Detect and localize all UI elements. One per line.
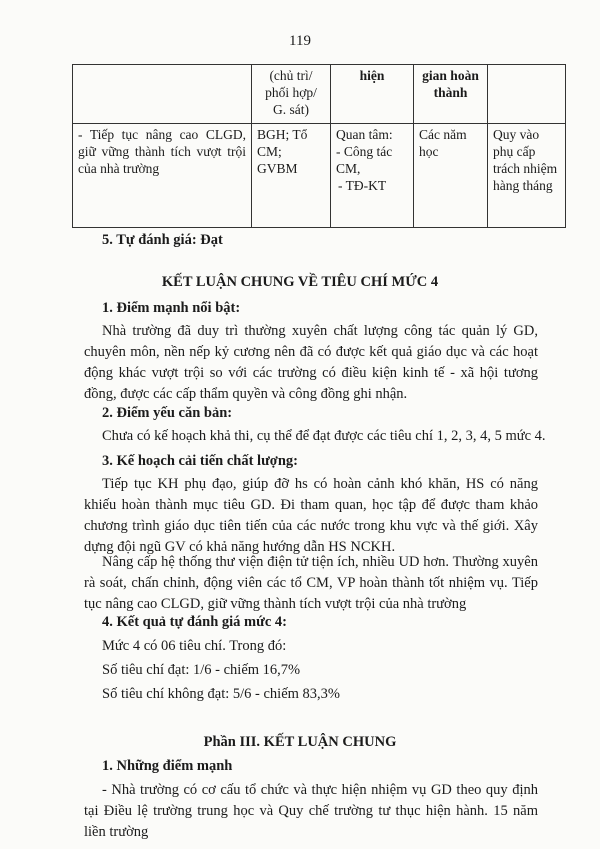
method-line: Quan tâm: [336, 127, 393, 142]
result-line: Số tiêu chí không đạt: 5/6 - chiếm 83,3% [102, 686, 341, 702]
result-line: Mức 4 có 06 tiêu chí. Trong đó: [102, 638, 287, 654]
conclusion-title: KẾT LUẬN CHUNG VỀ TIÊU CHÍ MỨC 4 [161, 274, 439, 290]
self-eval-heading: 5. Tự đánh giá: Đạt [102, 232, 223, 248]
cell-time: Các năm học [414, 124, 488, 228]
header-cell-method: hiện [331, 65, 414, 124]
part3-text: - Nhà trường có cơ cấu tổ chức và thực hiện nhiệm vụ GD theo quy định tại Điều lệ trường trung học và Quy chế trường tư thục hiện hành. 15 năm liền trường [84, 782, 538, 840]
header-cell-task [73, 65, 252, 124]
part3-subheading: 1. Những điểm mạnh [102, 758, 233, 774]
weakness-heading: 2. Điểm yếu căn bản: [102, 405, 233, 421]
header-cell-time: gian hoàn thành [414, 65, 488, 124]
part3-title: Phần III. KẾT LUẬN CHUNG [203, 734, 397, 750]
result-line: Số tiêu chí đạt: 1/6 - chiếm 16,7% [102, 662, 301, 678]
table-row [73, 124, 566, 228]
header-cell-funding [488, 65, 566, 124]
result-heading: 4. Kết quả tự đánh giá mức 4: [102, 614, 287, 630]
header-cell-owner: (chủ trì/ phối hợp/ G. sát) [252, 65, 331, 124]
weakness-text: Chưa có kế hoạch khả thi, cụ thể để đạt được các tiêu chí 1, 2, 3, 4, 5 mức 4. [102, 428, 546, 444]
method-line: - Công tác CM, [336, 144, 393, 176]
cell-task-text: - Tiếp tục nâng cao CLGD, giữ vững thành tích vượt trội của nhà trường [78, 127, 246, 176]
page-number: 119 [289, 33, 311, 49]
strengths-text: Nhà trường đã duy trì thường xuyên chất lượng công tác quản lý GD, chuyên môn, nền nếp kỷ cương nên đã có được kết quả giáo dục và các hoạt động khác vượt trội so với các trường có điều kiện kinh tế - xã hội tương đồng, được các cấp thẩm quyền và công đồng ghi nhận. [84, 323, 538, 402]
plan-text-1: Tiếp tục KH phụ đạo, giúp đỡ hs có hoàn cảnh khó khăn, HS có năng khiếu hoàn thành mục tiêu GD. Đi tham quan, học tập để được tham khảo chương trình giáo dục tiên tiến của các nước trong khu vực và thế giới. Xây dựng đội ngũ GV có khả năng hướng dẫn HS NCKH. [84, 476, 538, 555]
plan-heading: 3. Kế hoạch cải tiến chất lượng: [102, 453, 298, 469]
plan-text-2: Nâng cấp hệ thống thư viện điện tử tiện ích, nhiều UD hơn. Thường xuyên rà soát, chấn chỉnh, động viên các tổ CM, VP hoàn thành tốt nhiệm vụ. Tiếp tục nâng cao CLGD, giữ vững thành tích vượt trội của nhà trường [84, 554, 538, 612]
table-header-row [73, 65, 566, 124]
cell-task [73, 124, 252, 228]
method-line: - TĐ-KT [338, 178, 387, 193]
cell-funding: Quy vào phụ cấp trách nhiệm hàng tháng [488, 124, 566, 228]
improvement-plan-table [72, 64, 566, 228]
cell-method [331, 124, 414, 228]
strengths-heading: 1. Điểm mạnh nổi bật: [102, 300, 241, 316]
cell-owner: BGH; Tổ CM; GVBM [252, 124, 331, 228]
